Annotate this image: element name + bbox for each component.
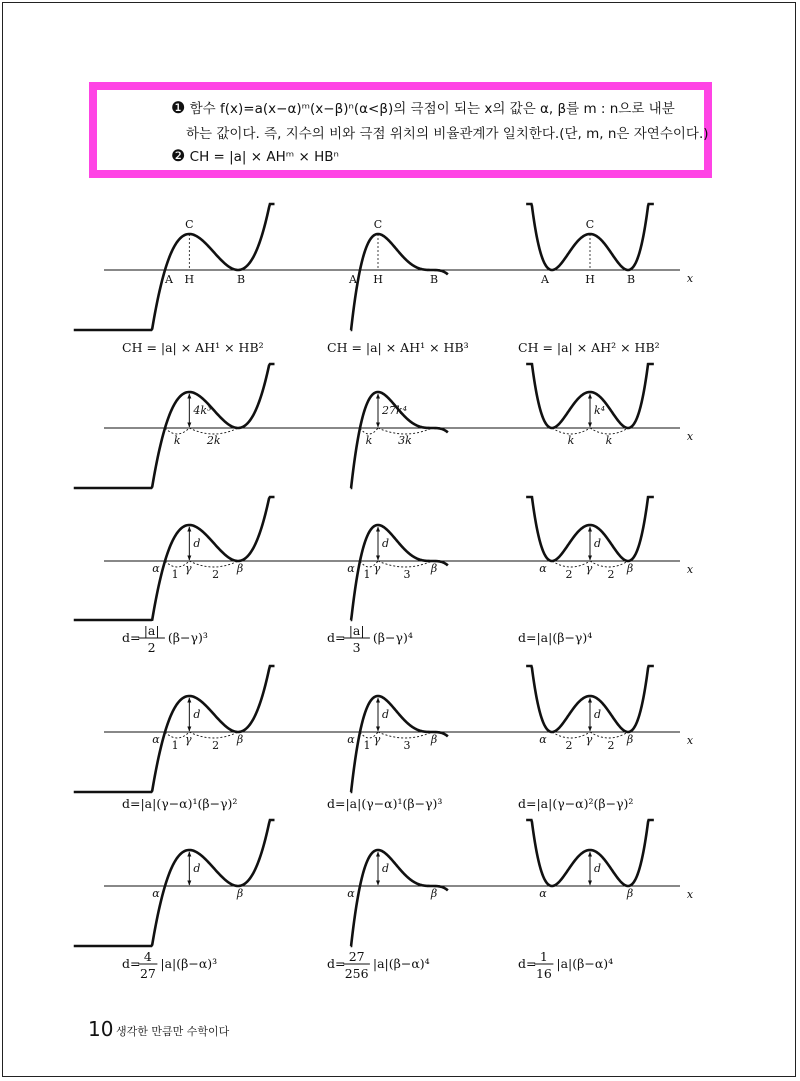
caption-row4-1: d=|a|(γ−α)¹(β−γ)²: [122, 796, 238, 811]
marker-2: ❷: [171, 146, 186, 165]
alpha-label: α: [347, 562, 355, 575]
d-label: d: [594, 537, 602, 550]
segment-label-left: k: [567, 434, 575, 447]
beta-label: β: [236, 733, 244, 746]
caption-row1-3: CH = |a| × AH² × HB²: [518, 340, 660, 355]
curve-5-1: [74, 820, 275, 946]
beta-label: β: [626, 562, 634, 575]
beta-label: β: [430, 733, 438, 746]
info-line-1: ❶ 함수 f(x)=a(x−α)ᵐ(x−β)ⁿ(α<β)의 극점이 되는 x의 값은 α, β를 m : n으로 내분: [171, 98, 675, 117]
caption-part: 2: [147, 640, 156, 655]
curve-3-1: [74, 497, 275, 620]
alpha-label: α: [539, 887, 547, 900]
d-label: d: [382, 862, 390, 875]
d-label: d: [382, 537, 390, 550]
ratio-left: 2: [565, 568, 573, 581]
curve-1-3: [526, 204, 654, 270]
gamma-label: γ: [373, 733, 381, 746]
dashed-brace-left: [552, 561, 590, 567]
caption-part: |a|(β−α)⁴: [556, 956, 614, 971]
ratio-right: 2: [212, 568, 220, 581]
point-C: C: [185, 218, 194, 231]
segment-label-left: k: [365, 434, 373, 447]
point-C: C: [585, 218, 595, 231]
dashed-brace-left: [552, 732, 590, 738]
info-line-3: ❷ CH = |a| × AHᵐ × HBⁿ: [171, 146, 339, 165]
caption-part: 27: [139, 966, 156, 981]
caption-part: 16: [535, 966, 552, 981]
point-H: H: [373, 273, 383, 286]
info-line-2: 하는 값이다. 즉, 지수의 비와 극점 위치의 비율관계가 일치한다.(단, m, n은 자연수이다.): [186, 126, 709, 142]
ratio-left: 2: [565, 739, 573, 752]
d-label: d: [382, 708, 390, 721]
caption-part: 1: [539, 949, 548, 964]
ratio-left: 1: [171, 739, 179, 752]
segment-label-right: k: [605, 434, 613, 447]
point-A: A: [541, 273, 549, 286]
d-label: d: [193, 708, 201, 721]
point-B: B: [626, 273, 636, 286]
caption-row5-1: [122, 949, 217, 981]
beta-label: β: [626, 887, 634, 900]
height-label: k⁴: [594, 404, 606, 417]
height-label: 27k⁴: [382, 404, 408, 417]
caption-row3-1: [122, 623, 208, 655]
dashed-brace-right: [590, 732, 628, 738]
alpha-label: α: [152, 887, 160, 900]
curve-1-1: [74, 204, 275, 330]
d-label: d: [594, 708, 602, 721]
beta-label: β: [626, 733, 634, 746]
segment-label-right: 2k: [206, 434, 221, 447]
segment-label-right: 3k: [398, 434, 412, 447]
alpha-label: α: [539, 562, 547, 575]
ratio-right: 2: [212, 739, 220, 752]
book-title: 생각한 만큼만 수학이다: [116, 1025, 230, 1038]
point-B: B: [236, 273, 246, 286]
caption-row5-3: [518, 949, 613, 981]
caption-part: d=: [327, 630, 346, 645]
gamma-label: γ: [185, 733, 192, 746]
point-B: B: [429, 273, 439, 286]
dashed-brace-right: [189, 732, 238, 738]
marker-1: ❶: [171, 98, 186, 117]
alpha-label: α: [347, 887, 355, 900]
beta-label: β: [430, 562, 438, 575]
caption-row3-2: [327, 623, 413, 655]
curve-2-1: [74, 364, 275, 488]
ratio-right: 3: [403, 568, 411, 581]
dashed-brace-right: [590, 561, 628, 567]
gamma-label: γ: [373, 562, 381, 575]
point-H: H: [585, 273, 595, 286]
caption-row3-3: [518, 630, 592, 645]
caption-part: d=|a|(β−γ)⁴: [518, 630, 593, 645]
caption-part: |a|: [143, 623, 160, 638]
caption-part: |a|: [348, 623, 365, 638]
curve-4-1: [74, 666, 275, 792]
dashed-brace-right: [189, 561, 238, 567]
caption-part: |a|(β−α)⁴: [372, 956, 430, 971]
ratio-left: 1: [363, 568, 371, 581]
ratio-right: 3: [403, 739, 411, 752]
height-label: 4k³: [193, 404, 212, 417]
caption-part: d=: [327, 956, 346, 971]
axis-label-x: x: [686, 563, 694, 576]
caption-part: 3: [352, 640, 361, 655]
caption-part: (β−γ)⁴: [372, 630, 413, 645]
caption-row1-1: CH = |a| × AH¹ × HB²: [122, 340, 264, 355]
alpha-label: α: [347, 733, 355, 746]
gamma-label: γ: [585, 733, 593, 746]
caption-row5-2: [327, 949, 430, 981]
beta-label: β: [236, 562, 244, 575]
caption-row4-2: d=|a|(γ−α)¹(β−γ)³: [327, 796, 443, 811]
caption-part: |a|(β−α)³: [160, 956, 218, 971]
gamma-label: γ: [185, 562, 192, 575]
point-A: A: [349, 273, 357, 286]
caption-part: 256: [344, 966, 369, 981]
caption-part: (β−γ)³: [167, 630, 208, 645]
gamma-label: γ: [585, 562, 593, 575]
alpha-label: α: [152, 733, 160, 746]
ratio-right: 2: [607, 568, 615, 581]
ratio-left: 1: [363, 739, 371, 752]
d-label: d: [594, 862, 602, 875]
axis-label-x: x: [686, 272, 694, 285]
dashed-brace-right: [378, 561, 432, 567]
beta-label: β: [430, 887, 438, 900]
ratio-left: 1: [171, 568, 179, 581]
axis-label-x: x: [686, 430, 694, 443]
axis-label-x: x: [686, 734, 694, 747]
caption-part: 4: [143, 949, 152, 964]
alpha-label: α: [152, 562, 160, 575]
segment-label-left: k: [173, 434, 181, 447]
d-label: d: [193, 862, 201, 875]
caption-part: 27: [348, 949, 365, 964]
dashed-brace-right: [378, 732, 432, 738]
page-number: 10: [88, 1017, 114, 1041]
caption-row4-3: d=|a|(γ−α)²(β−γ)²: [518, 796, 634, 811]
point-C: C: [373, 218, 383, 231]
alpha-label: α: [539, 733, 547, 746]
caption-part: d=: [518, 956, 537, 971]
caption-part: d=: [122, 956, 141, 971]
axis-label-x: x: [686, 888, 694, 901]
point-A: A: [165, 273, 173, 286]
point-H: H: [184, 273, 195, 286]
caption-row1-2: CH = |a| × AH¹ × HB³: [327, 340, 469, 355]
ratio-right: 2: [607, 739, 615, 752]
beta-label: β: [236, 887, 244, 900]
d-label: d: [193, 537, 201, 550]
caption-part: d=: [122, 630, 141, 645]
